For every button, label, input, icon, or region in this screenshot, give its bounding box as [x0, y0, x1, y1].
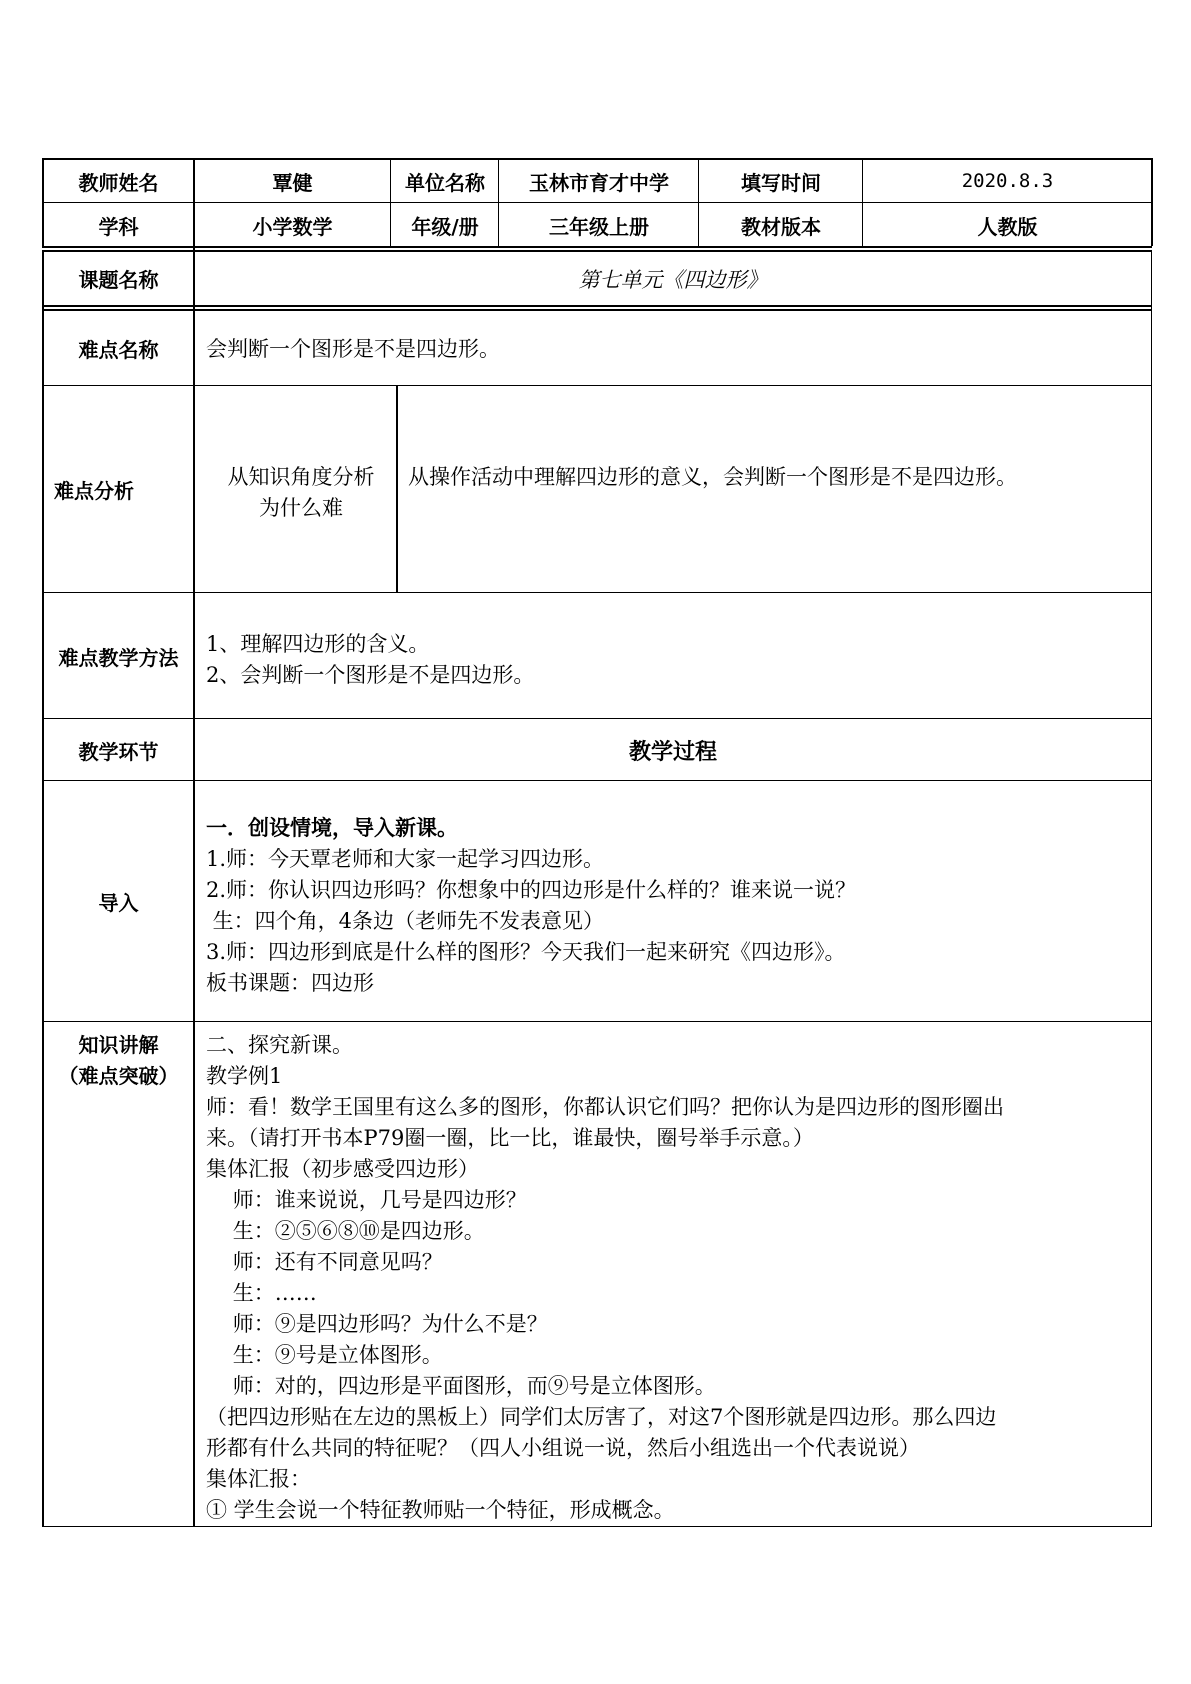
- table-border: [42, 246, 1152, 248]
- knowledge-line: 师：对的，四边形是平面图形，而⑨号是立体图形。: [206, 1374, 716, 1398]
- unit-value: 玉林市育才中学: [529, 170, 669, 195]
- knowledge-label-line2: （难点突破）: [58, 1064, 179, 1088]
- table-border: [42, 305, 1152, 307]
- table-border: [42, 718, 1152, 719]
- fill-time-value: 2020.8.3: [961, 170, 1054, 192]
- topic-label: 课题名称: [78, 268, 159, 292]
- subject-label: 学科: [98, 214, 139, 239]
- knowledge-line: 师：看！数学王国里有这么多的图形，你都认识它们吗？把你认为是四边形的图形圈出: [206, 1095, 1004, 1119]
- teacher-name-value: 覃健: [272, 170, 313, 195]
- unit-label: 单位名称: [405, 170, 485, 195]
- intro-line: 板书课题：四边形: [206, 971, 374, 995]
- intro-heading: 一．创设情境，导入新课。: [206, 816, 458, 840]
- knowledge-line: 师：谁来说说，几号是四边形？: [206, 1188, 527, 1212]
- method-line2: 2、会判断一个图形是不是四边形。: [206, 663, 535, 687]
- knowledge-line: 集体汇报：: [206, 1467, 311, 1491]
- intro-label: 导入: [98, 891, 139, 915]
- topic-value: 第七单元《四边形》: [578, 267, 768, 292]
- table-border: [498, 158, 499, 246]
- analysis-sub-label-line2: 为什么难: [259, 496, 343, 520]
- knowledge-line: 二、探究新课。: [206, 1033, 353, 1057]
- knowledge-line: 教学例1: [206, 1064, 283, 1088]
- intro-line: 3.师：四边形到底是什么样的图形？今天我们一起来研究《四边形》。: [206, 940, 846, 964]
- grade-label: 年级/册: [411, 214, 479, 239]
- table-border: [42, 1021, 1152, 1022]
- difficulty-label: 难点名称: [78, 337, 159, 362]
- knowledge-line: 形都有什么共同的特征呢？（四人小组说一说，然后小组选出一个代表说说）: [206, 1436, 920, 1460]
- table-border: [42, 385, 1152, 386]
- table-border: [42, 309, 1152, 311]
- knowledge-line: （把四边形贴在左边的黑板上）同学们太厉害了，对这7个图形就是四边形。那么四边: [206, 1405, 997, 1429]
- knowledge-line: 师：⑨是四边形吗？为什么不是？: [206, 1312, 548, 1336]
- knowledge-line: 生：②⑤⑥⑧⑩是四边形。: [206, 1219, 485, 1243]
- table-border: [698, 158, 699, 246]
- grade-value: 三年级上册: [549, 214, 649, 239]
- knowledge-label-line1: 知识讲解: [78, 1033, 159, 1057]
- method-label: 难点教学方法: [58, 645, 179, 670]
- table-border: [390, 158, 391, 246]
- knowledge-line: 生：……: [206, 1281, 317, 1305]
- table-border: [42, 1526, 1152, 1527]
- table-border: [42, 592, 1152, 593]
- process-label: 教学环节: [78, 739, 159, 764]
- table-border: [42, 780, 1152, 781]
- table-border: [1151, 250, 1152, 1527]
- knowledge-line: 生：⑨号是立体图形。: [206, 1343, 443, 1367]
- knowledge-line: ① 学生会说一个特征教师贴一个特征，形成概念。: [206, 1498, 675, 1522]
- table-border: [396, 386, 398, 593]
- table-border: [1151, 158, 1153, 246]
- process-value: 教学过程: [628, 739, 717, 765]
- intro-line: 1.师：今天覃老师和大家一起学习四边形。: [206, 847, 605, 871]
- table-border: [42, 202, 1152, 203]
- knowledge-line: 来。（请打开书本P79圈一圈，比一比，谁最快，圈号举手示意。）: [206, 1126, 814, 1150]
- intro-line: 生：四个角，4条边（老师先不发表意见）: [206, 909, 605, 933]
- knowledge-line: 集体汇报（初步感受四边形）: [206, 1157, 479, 1181]
- subject-value: 小学数学: [252, 214, 333, 239]
- teacher-name-label: 教师姓名: [78, 170, 159, 195]
- edition-label: 教材版本: [741, 214, 821, 239]
- analysis-value: 从操作活动中理解四边形的意义，会判断一个图形是不是四边形。: [408, 465, 1017, 489]
- method-line1: 1、理解四边形的含义。: [206, 632, 430, 656]
- table-border: [193, 158, 195, 1527]
- analysis-label: 难点分析: [54, 479, 134, 503]
- edition-value: 人教版: [977, 214, 1038, 239]
- fill-time-label: 填写时间: [741, 170, 821, 195]
- knowledge-line: 师：还有不同意见吗？: [206, 1250, 443, 1274]
- table-border: [862, 158, 863, 246]
- analysis-sub-label-line1: 从知识角度分析: [227, 465, 375, 489]
- difficulty-value: 会判断一个图形是不是四边形。: [206, 337, 500, 361]
- intro-line: 2.师：你认识四边形吗？你想象中的四边形是什么样的？谁来说一说？: [206, 878, 857, 902]
